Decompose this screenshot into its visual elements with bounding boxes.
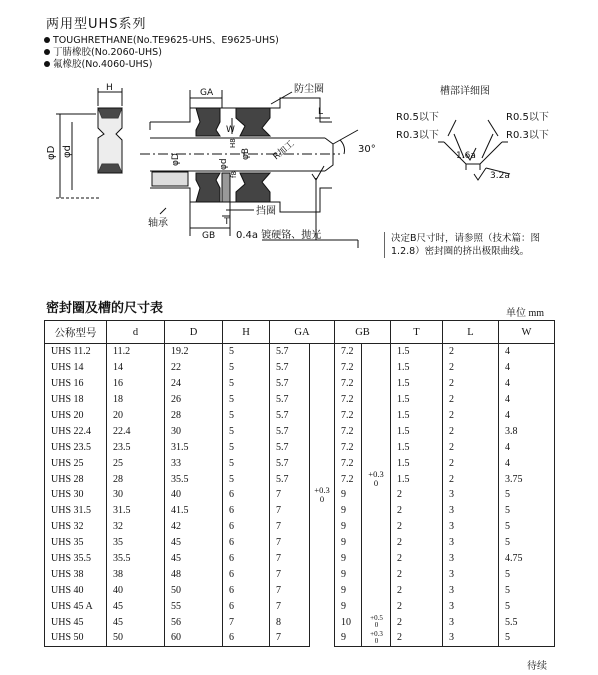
table-cell: 31.5 [165,439,223,455]
table-cell: UHS 35 [45,535,107,551]
table-cell: 55 [165,598,223,614]
table-cell: UHS 45 [45,614,107,630]
table-cell: 5 [223,360,270,376]
dim-phid-label: φd [62,145,73,158]
table-cell: 5 [499,487,555,503]
table-cell: 7 [270,582,310,598]
col-header: 公称型号 [45,321,107,344]
table-row [45,566,555,582]
detail-roughness-2: 3.2a [490,171,510,181]
table-cell: 20 [107,408,165,424]
table-cell: 28 [165,408,223,424]
bullet-icon [44,49,50,55]
table-cell: 1.5 [391,392,443,408]
table-cell: 2 [391,582,443,598]
material-item [44,35,279,47]
table-cell: 5.7 [270,376,310,392]
table-row [45,439,555,455]
material-label: 氟橡胶(No.4060-UHS) [53,59,153,70]
table-cell: 5.7 [270,423,310,439]
table-cell: 5 [223,439,270,455]
table-cell: 5 [499,535,555,551]
table-cell: 7.2 [335,392,362,408]
table-title: 密封圈及槽的尺寸表 [46,301,164,316]
fit-H8-label: H8 [229,138,237,148]
table-row [45,598,555,614]
table-row [45,360,555,376]
table-cell: 7 [270,503,310,519]
table-cell: 5.7 [270,408,310,424]
table-cell: 2 [391,535,443,551]
table-cell: UHS 20 [45,408,107,424]
unit-label: 单位 mm [506,308,545,319]
table-cell: 3 [443,582,499,598]
table-cell: 5.7 [270,455,310,471]
table-cell: 3 [443,503,499,519]
table-cell: UHS 11.2 [45,344,107,360]
table-cell: 2 [443,344,499,360]
table-cell: UHS 40 [45,582,107,598]
table-cell: 4 [499,360,555,376]
dim-H-label: H [106,83,113,93]
table-cell: 19.2 [165,344,223,360]
material-label: TOUGHRETHANE(No.TE9625-UHS、E9625-UHS) [53,35,279,46]
table-cell: 5.7 [270,471,310,487]
table-cell: UHS 31.5 [45,503,107,519]
surface-finish-label: 0.4a 镀硬铬、抛光 [236,230,322,241]
table-cell: 4 [499,439,555,455]
table-cell: 5 [223,455,270,471]
table-cell: 38 [107,566,165,582]
dim-T-label: T [224,217,230,227]
table-cell: UHS 25 [45,455,107,471]
table-cell: 40 [107,582,165,598]
table-cell: UHS 38 [45,566,107,582]
table-cell: 11.2 [107,344,165,360]
table-cell: 7 [223,614,270,630]
table-cell: 5 [499,519,555,535]
table-cell: 3 [443,566,499,582]
table-cell: 30 [165,423,223,439]
table-cell: 6 [223,630,270,646]
table-cell: 9 [335,519,362,535]
material-label: 丁腈橡胶(No.2060-UHS) [53,47,162,58]
table-cell: 7 [270,566,310,582]
table-row [45,471,555,487]
table-cell: 5 [223,423,270,439]
table-cell: 6 [223,503,270,519]
table-cell: 2 [391,519,443,535]
table-cell: UHS 23.5 [45,439,107,455]
table-cell: 5 [499,630,555,646]
col-header: T [391,321,443,344]
table-cell: 5 [223,471,270,487]
table-cell: 1.5 [391,376,443,392]
dim-phid-small-label: φd [219,158,229,170]
table-row [45,376,555,392]
table-cell: 5.5 [499,614,555,630]
bullet-icon [44,61,50,67]
detail-r03-left: R0.3以下 [396,130,439,141]
dimension-table [44,320,555,647]
table-cell: 9 [335,503,362,519]
table-cell: 3 [443,551,499,567]
material-item [44,47,162,59]
dim-W-label: W [226,125,235,135]
table-cell: 2 [443,392,499,408]
dim-GB-label: GB [202,231,216,241]
table-cell: 48 [165,566,223,582]
table-cell: 8 [270,614,310,630]
table-cell: 2 [443,376,499,392]
table-cell: 18 [107,392,165,408]
table-cell: UHS 22.4 [45,423,107,439]
continued-label: 待续 [527,661,547,672]
table-cell: 5 [223,408,270,424]
table-cell: 4 [499,455,555,471]
table-cell: 33 [165,455,223,471]
table-cell: 5.7 [270,439,310,455]
table-cell: 9 [335,535,362,551]
table-cell: 5.7 [270,360,310,376]
table-cell: 45 [107,614,165,630]
table-cell: 2 [391,487,443,503]
table-cell: 7.2 [335,360,362,376]
table-row [45,503,555,519]
table-cell: 5 [223,392,270,408]
table-cell: 9 [335,487,362,503]
table-row [45,455,555,471]
table-row [45,551,555,567]
table-cell: 2 [391,503,443,519]
table-cell: 2 [443,408,499,424]
table-cell: 50 [107,630,165,646]
table-row [45,519,555,535]
table-cell: 50 [165,582,223,598]
table-cell: UHS 18 [45,392,107,408]
table-cell: 1.5 [391,408,443,424]
table-cell: 28 [107,471,165,487]
table-cell: 6 [223,566,270,582]
detail-r05-right: R0.5以下 [506,112,549,123]
col-header: L [443,321,499,344]
table-row [45,614,555,630]
bearing-label: 轴承 [148,218,168,229]
series-title: 两用型UHS系列 [46,17,147,32]
table-cell: 24 [165,376,223,392]
gb-tolerance-cell: +0.3 0 [362,344,391,615]
dim-phiD-label: φD [46,145,57,160]
material-item [44,59,152,71]
table-cell: 56 [165,614,223,630]
table-cell: 1.5 [391,471,443,487]
table-row [45,344,555,360]
col-header: GB [335,321,391,344]
table-cell: 7 [270,535,310,551]
table-cell: 45 [165,551,223,567]
table-cell: 5 [499,598,555,614]
table-cell: 9 [335,551,362,567]
table-cell: 2 [443,471,499,487]
table-cell: 3 [443,487,499,503]
table-cell: 3 [443,519,499,535]
retainer-label: 挡圈 [256,206,276,217]
table-cell: 23.5 [107,439,165,455]
dim-L-label: L [318,107,324,117]
r-machining-label: R加工 [271,139,297,163]
table-cell: 9 [335,630,362,646]
detail-r05-left: R0.5以下 [396,112,439,123]
table-cell: 9 [335,598,362,614]
table-cell: 7.2 [335,408,362,424]
table-row [45,408,555,424]
table-cell: 3.8 [499,423,555,439]
table-cell: 6 [223,535,270,551]
col-header: GA [270,321,335,344]
table-row [45,630,555,646]
gb-tolerance-cell: +0.3 0 [362,630,391,646]
table-cell: 7 [270,598,310,614]
table-cell: 9 [335,566,362,582]
detail-roughness-1: 1.6a [456,151,476,161]
table-cell: 3 [443,598,499,614]
note-text: 决定B尺寸时，请参照（技术篇：图1.2.8）密封圈的挤出极限曲线。 [384,232,552,258]
table-cell: 6 [223,519,270,535]
table-cell: 7.2 [335,471,362,487]
dim-phiB-label: φB [241,147,251,160]
table-cell: 5.7 [270,344,310,360]
table-cell: 2 [443,455,499,471]
table-cell: 14 [107,360,165,376]
dim-phiD-small-label: φD [171,153,181,166]
table-cell: UHS 16 [45,376,107,392]
ga-tolerance-cell: +0.3 0 [310,344,335,647]
angle-label: 30° [358,144,376,155]
col-header: H [223,321,270,344]
table-cell: 35.5 [165,471,223,487]
table-cell: 1.5 [391,423,443,439]
table-row [45,487,555,503]
col-header: d [107,321,165,344]
table-cell: 25 [107,455,165,471]
table-cell: 7.2 [335,423,362,439]
table-cell: 3 [443,630,499,646]
table-cell: 1.5 [391,344,443,360]
dust-ring-label: 防尘圈 [294,84,324,95]
table-cell: 2 [391,551,443,567]
table-cell: 7 [270,551,310,567]
table-cell: 3 [443,535,499,551]
table-cell: 26 [165,392,223,408]
table-cell: 1.5 [391,360,443,376]
table-cell: 9 [335,582,362,598]
detail-r03-right: R0.3以下 [506,130,549,141]
table-cell: 7.2 [335,376,362,392]
table-cell: 6 [223,551,270,567]
table-cell: 2 [443,423,499,439]
table-cell: 40 [165,487,223,503]
table-cell: UHS 45 A [45,598,107,614]
table-cell: 35.5 [107,551,165,567]
table-cell: 41.5 [165,503,223,519]
table-cell: 2 [391,630,443,646]
table-cell: 22.4 [107,423,165,439]
detail-title: 槽部详细图 [440,86,490,97]
table-cell: 10 [335,614,362,630]
table-cell: UHS 50 [45,630,107,646]
table-cell: 6 [223,582,270,598]
table-cell: 30 [107,487,165,503]
table-cell: 1.5 [391,439,443,455]
table-cell: UHS 35.5 [45,551,107,567]
table-cell: 5.7 [270,392,310,408]
table-cell: 2 [391,566,443,582]
table-cell: UHS 14 [45,360,107,376]
table-cell: 7 [270,487,310,503]
table-row [45,535,555,551]
table-cell: 6 [223,487,270,503]
table-cell: 42 [165,519,223,535]
table-cell: 4 [499,392,555,408]
table-cell: 4 [499,344,555,360]
table-cell: UHS 28 [45,471,107,487]
table-cell: 3.75 [499,471,555,487]
table-row [45,392,555,408]
table-cell: 4 [499,408,555,424]
table-cell: UHS 32 [45,519,107,535]
table-cell: 60 [165,630,223,646]
col-header: W [499,321,555,344]
table-cell: 22 [165,360,223,376]
table-cell: 32 [107,519,165,535]
table-row [45,582,555,598]
table-cell: 5 [499,582,555,598]
table-cell: 4.75 [499,551,555,567]
table-cell: 2 [443,439,499,455]
table-cell: 7.2 [335,455,362,471]
table-cell: 5 [223,344,270,360]
table-cell: 7.2 [335,344,362,360]
table-cell: UHS 30 [45,487,107,503]
bullet-icon [44,37,50,43]
table-cell: 1.5 [391,455,443,471]
table-row [45,423,555,439]
table-cell: 31.5 [107,503,165,519]
table-cell: 7 [270,519,310,535]
col-header: D [165,321,223,344]
table-cell: 6 [223,598,270,614]
table-cell: 7 [270,630,310,646]
table-cell: 2 [391,598,443,614]
table-cell: 5 [499,503,555,519]
table-cell: 4 [499,376,555,392]
table-cell: 2 [443,360,499,376]
table-cell: 5 [499,566,555,582]
table-cell: 35 [107,535,165,551]
table-cell: 2 [391,614,443,630]
table-cell: 5 [223,376,270,392]
gb-tolerance-cell: +0.5 0 [362,614,391,630]
table-cell: 3 [443,614,499,630]
table-cell: 45 [165,535,223,551]
table-cell: 45 [107,598,165,614]
fit-f8-label: f8 [230,171,238,178]
table-header-row [45,321,555,344]
table-cell: 7.2 [335,439,362,455]
dim-GA-label: GA [200,88,214,98]
table-cell: 16 [107,376,165,392]
